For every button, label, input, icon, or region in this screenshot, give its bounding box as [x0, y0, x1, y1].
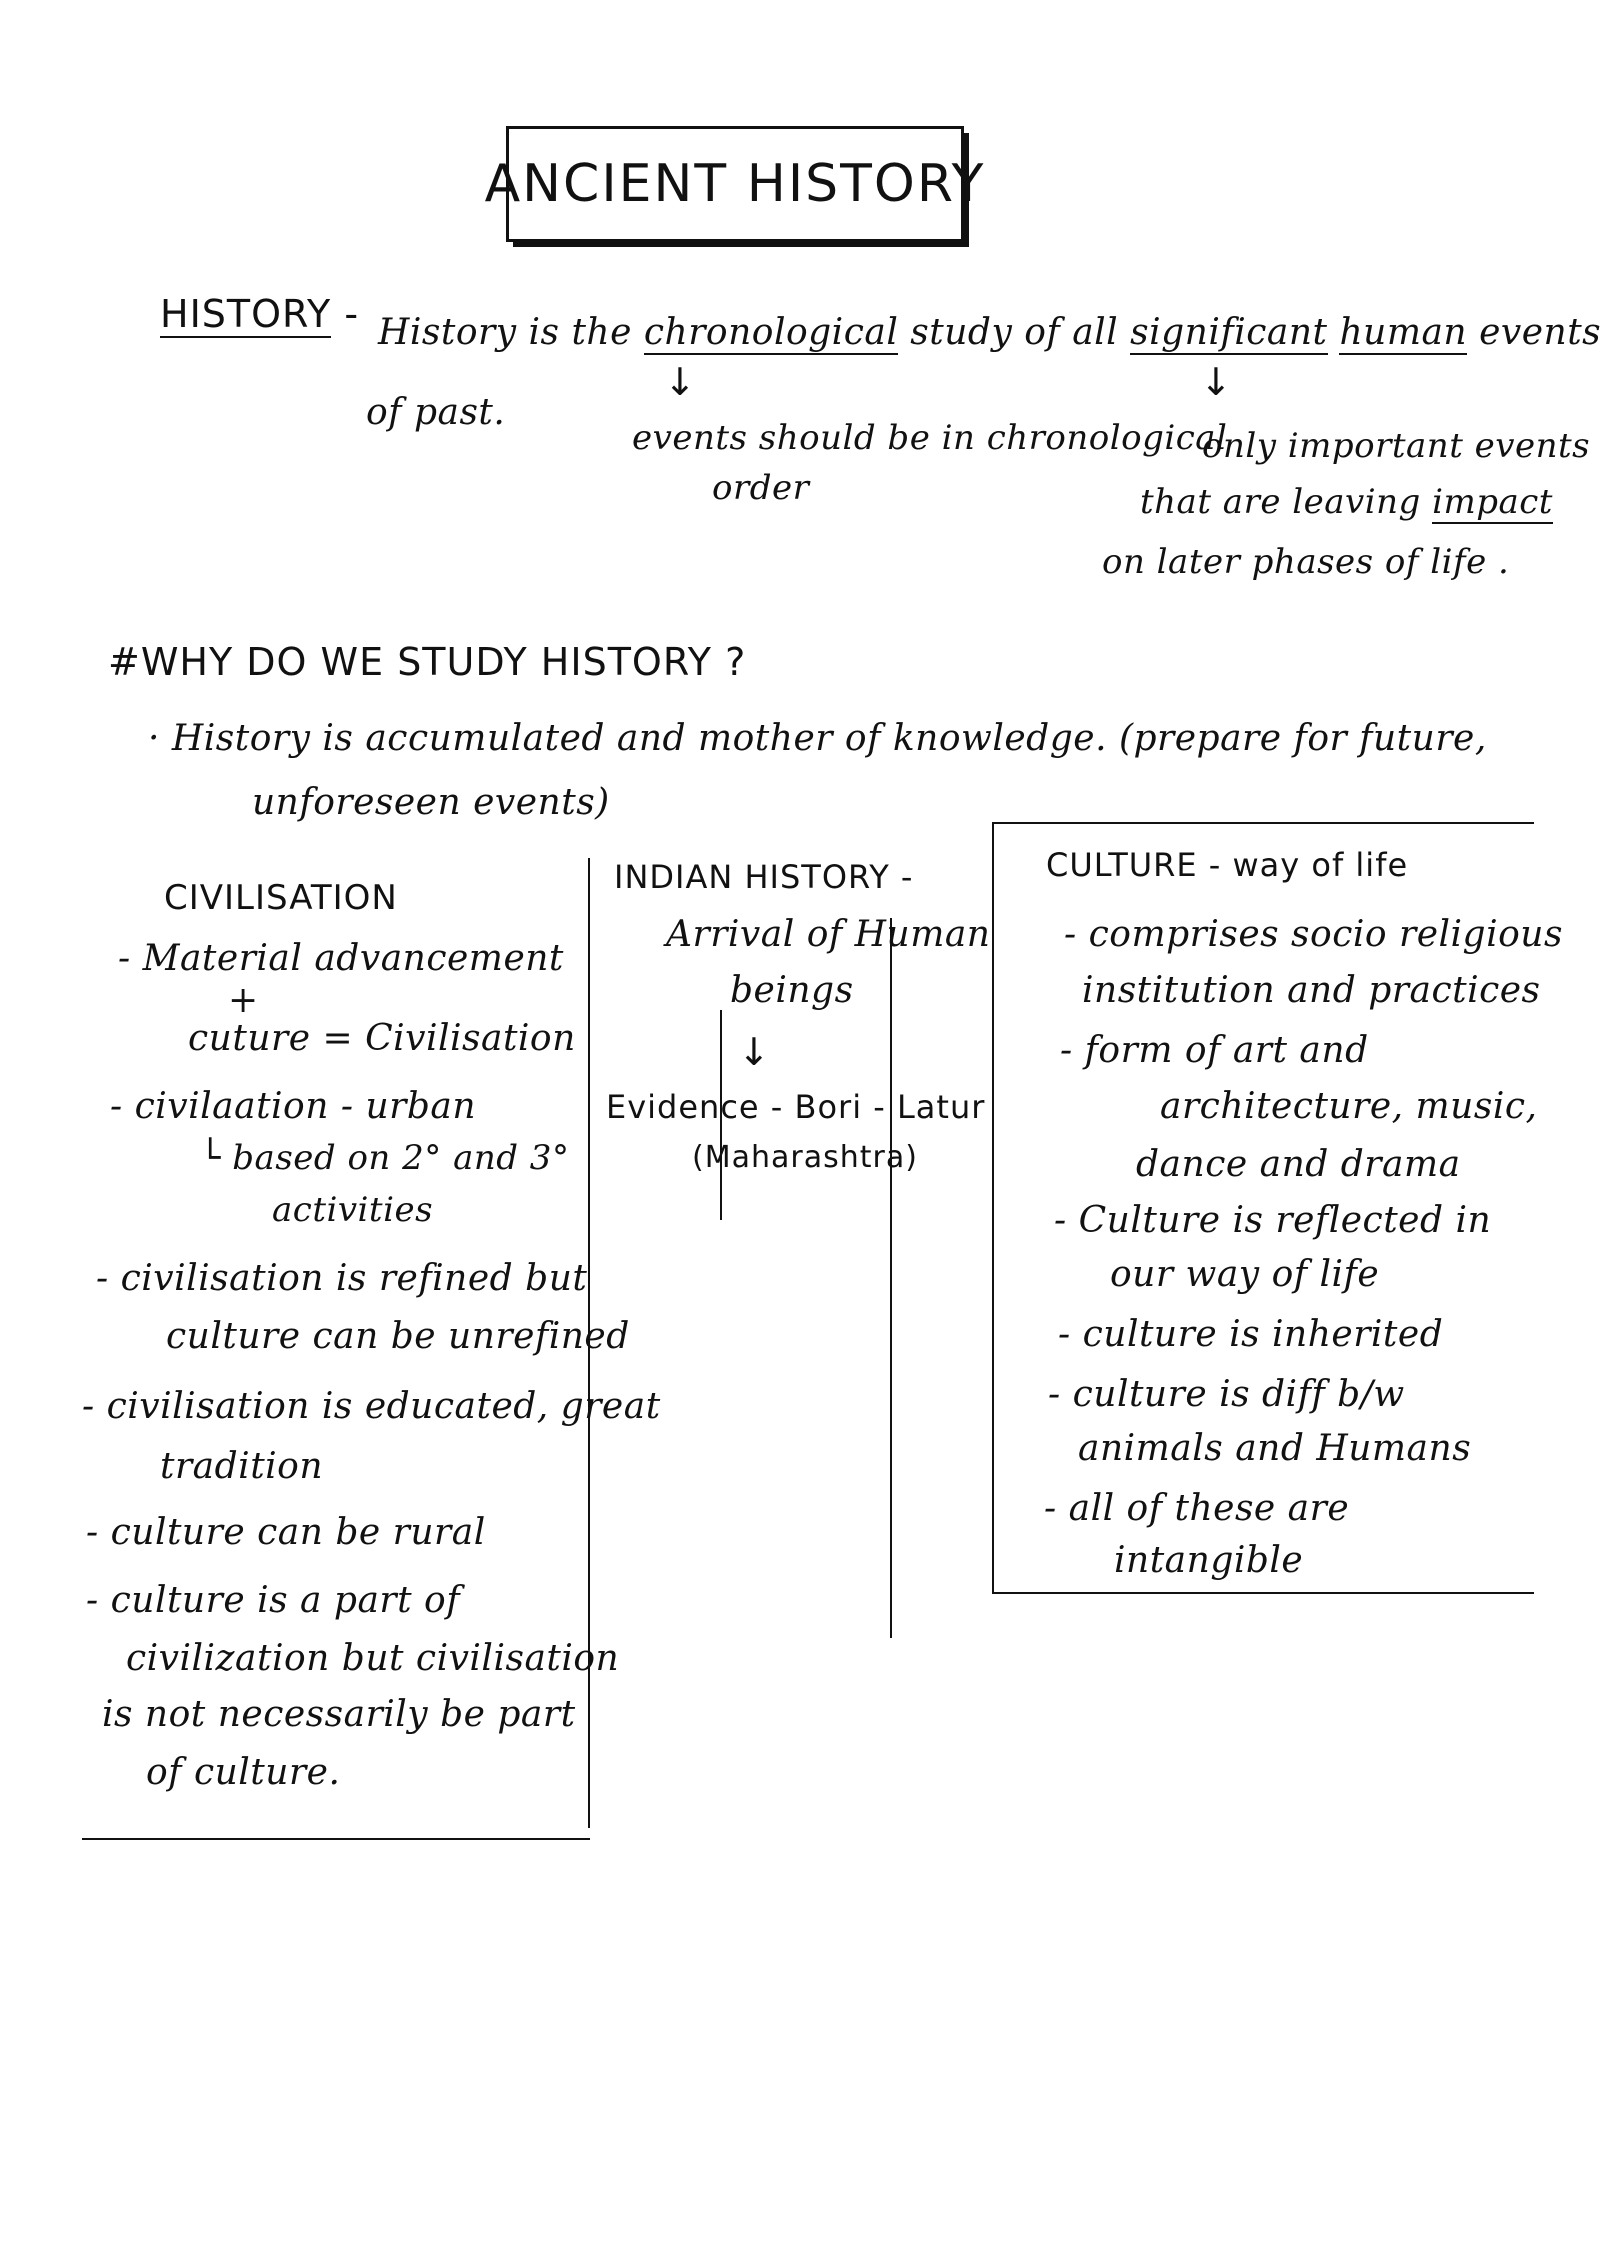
history-heading: HISTORY [160, 292, 332, 336]
indian-line-2: beings [730, 970, 854, 1011]
definition-part2: study of all [910, 312, 1119, 353]
history-dash: - [344, 292, 360, 336]
definition-human: human [1339, 312, 1468, 353]
civ-line-8: culture can be unrefined [166, 1316, 630, 1357]
civ-line-15: of culture. [146, 1752, 341, 1793]
culture-line-10: animals and Humans [1078, 1428, 1472, 1469]
culture-line-11: - all of these are [1044, 1488, 1350, 1529]
definition-significant: significant [1130, 312, 1328, 353]
culture-line-6: - Culture is reflected in [1054, 1200, 1492, 1241]
note-significant-2a: that are leaving [1140, 482, 1421, 522]
civ-line-7: - civilisation is refined but [96, 1258, 588, 1299]
culture-line-5: dance and drama [1136, 1144, 1461, 1185]
indian-line-4: (Maharashtra) [692, 1140, 918, 1175]
civ-line-12: - culture is a part of [86, 1580, 461, 1621]
culture-line-9: - culture is diff b/w [1048, 1374, 1405, 1415]
indian-history-divider [890, 918, 892, 1638]
civ-line-1: - Material advancement [118, 938, 564, 979]
why-line-2: unforeseen events) [252, 782, 610, 823]
why-line-1: · History is accumulated and mother of knowledge. (prepare for future, [148, 718, 1487, 759]
culture-heading: CULTURE - way of life [1046, 846, 1409, 884]
civilisation-heading: CIVILISATION [164, 878, 398, 918]
civ-line-3: cuture = Civilisation [188, 1018, 576, 1059]
note-significant-1: only important events [1202, 426, 1591, 466]
civ-line-9: - civilisation is educated, great [82, 1386, 661, 1427]
civ-line-13: civilization but civilisation [126, 1638, 620, 1679]
culture-line-2: institution and practices [1082, 970, 1541, 1011]
why-heading: #WHY DO WE STUDY HISTORY ? [108, 640, 747, 684]
civ-line-10: tradition [160, 1446, 324, 1487]
culture-line-8: - culture is inherited [1058, 1314, 1444, 1355]
civ-line-2: + [228, 980, 259, 1021]
culture-line-1: - comprises socio religious [1064, 914, 1563, 955]
civ-line-4: - civilaation - urban [110, 1086, 477, 1127]
down-arrow-icon: ↓ [738, 1030, 770, 1074]
civilisation-bottom-border [82, 1838, 590, 1840]
civ-line-14: is not necessarily be part [102, 1694, 576, 1735]
culture-line-3: - form of art and [1060, 1030, 1369, 1071]
down-arrow-icon: ↓ [664, 360, 696, 404]
civ-line-11: - culture can be rural [86, 1512, 486, 1553]
civ-line-6: activities [272, 1190, 434, 1230]
note-significant-2 [1140, 482, 1553, 522]
note-chronological-2: order [712, 468, 810, 508]
culture-line-12: intangible [1114, 1540, 1304, 1581]
definition-line [378, 312, 1601, 353]
culture-line-4: architecture, music, [1160, 1086, 1538, 1127]
indian-history-heading: INDIAN HISTORY - [614, 858, 914, 896]
definition-of-past: of past. [366, 392, 506, 433]
note-significant-3: on later phases of life . [1102, 542, 1510, 582]
definition-part1: History is the [378, 312, 632, 353]
down-arrow-icon: ↓ [1200, 360, 1232, 404]
indian-line-1: Arrival of Human [666, 914, 991, 955]
definition-events: events [1479, 312, 1601, 353]
civ-line-5: └ based on 2° and 3° [200, 1138, 570, 1178]
note-impact: impact [1432, 482, 1553, 522]
page-title: ANCIENT HISTORY [484, 154, 986, 214]
title-box [484, 126, 986, 242]
culture-line-7: our way of life [1110, 1254, 1380, 1295]
history-heading-group [160, 292, 359, 336]
definition-chronological: chronological [643, 312, 899, 353]
indian-line-3: Evidence - Bori - Latur [606, 1088, 986, 1126]
note-chronological-1: events should be in chronological [632, 418, 1228, 458]
